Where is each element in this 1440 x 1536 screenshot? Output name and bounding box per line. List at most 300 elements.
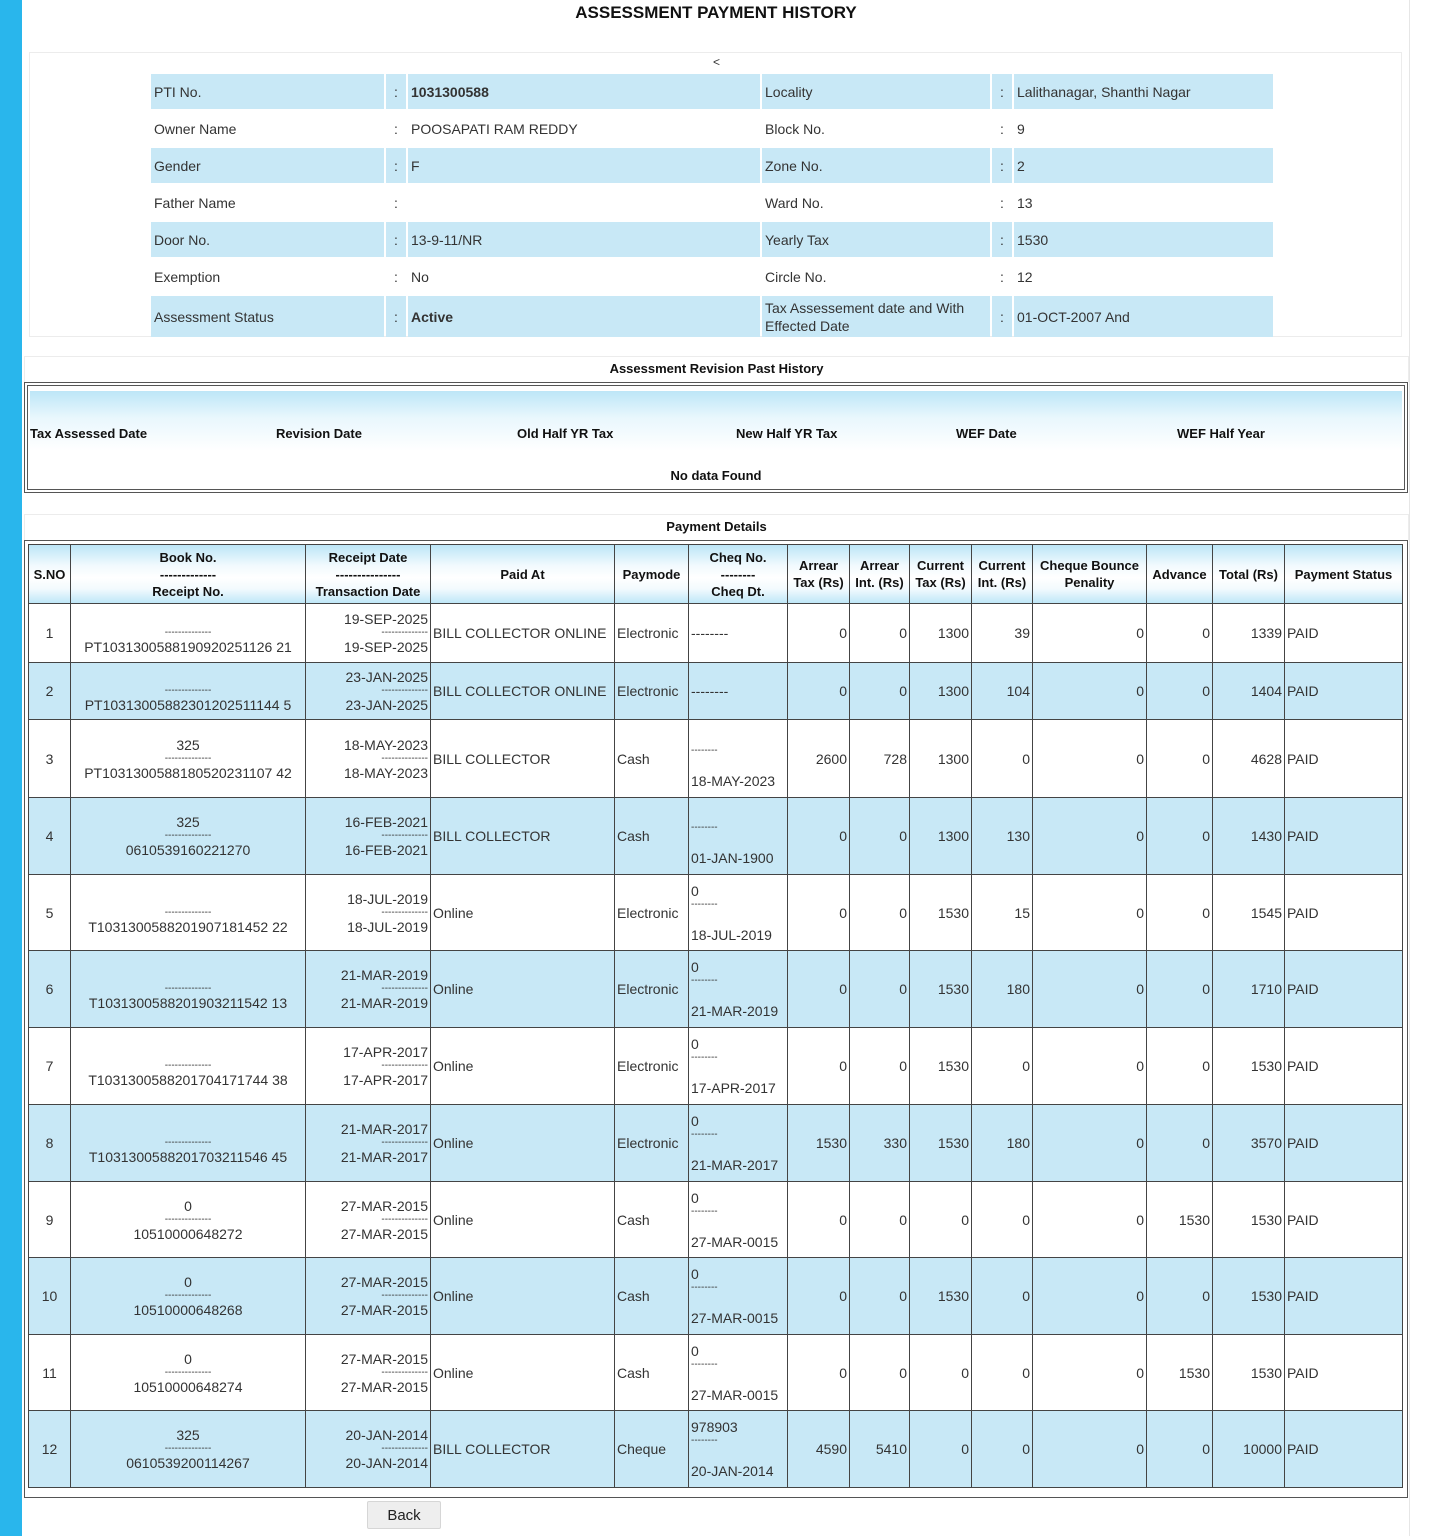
info-value: 1530 [1014, 222, 1273, 257]
receipt-date-cell [306, 798, 431, 875]
info-colon: : [992, 296, 1012, 337]
info-colon: : [992, 74, 1012, 109]
total-cell: 1530 [1213, 1182, 1285, 1258]
paid-at-cell: Online [431, 1105, 615, 1182]
arrear-tax-cell: 0 [788, 604, 850, 663]
bounce-penalty-cell: 0 [1033, 875, 1147, 951]
receipt-date-cell [306, 720, 431, 798]
current-int-cell: 104 [972, 663, 1033, 720]
info-row [151, 74, 1273, 109]
book-number [73, 1043, 303, 1061]
separator: -------------- [381, 685, 428, 696]
rev-header: Revision Date [276, 426, 362, 441]
arrear-int-cell: 0 [850, 875, 910, 951]
separator: -------- [691, 1129, 718, 1140]
cheque-cell [689, 663, 788, 720]
header-arrear-tax: Arrear Tax (Rs) [788, 545, 850, 604]
receipt-date: 20-JAN-2014 [345, 1427, 428, 1443]
total-cell: 1404 [1213, 663, 1285, 720]
sno-cell: 7 [29, 1028, 71, 1105]
paymode-cell: Cash [615, 1335, 689, 1411]
advance-cell: 0 [1147, 604, 1213, 663]
separator: -------------- [381, 1137, 428, 1148]
cheque-cell [689, 798, 788, 875]
info-label: Owner Name [154, 120, 237, 137]
paymode-cell: Electronic [615, 604, 689, 663]
info-value [408, 185, 760, 220]
arrear-int-cell: 5410 [850, 1411, 910, 1488]
paid-at-cell: Online [431, 1028, 615, 1105]
current-tax-cell: 1530 [910, 951, 972, 1028]
separator: -------------- [164, 627, 212, 638]
separator: -------- [691, 1282, 718, 1293]
cheque-cell [689, 1335, 788, 1411]
bounce-penalty-cell: 0 [1033, 604, 1147, 663]
separator: -------- [691, 1358, 718, 1370]
bounce-penalty-cell: 0 [1033, 798, 1147, 875]
arrear-tax-cell: 0 [788, 1335, 850, 1411]
receipt-date: 27-MAR-2015 [340, 1274, 428, 1290]
separator: -------------- [381, 752, 428, 764]
book-receipt-cell [71, 875, 306, 951]
current-tax-cell: 0 [910, 1335, 972, 1411]
receipt-date-cell [306, 1258, 431, 1335]
collapse-arrow-icon[interactable]: < [712, 55, 720, 69]
paymode-cell: Electronic [615, 663, 689, 720]
sno-cell: 6 [29, 951, 71, 1028]
sno-cell: 5 [29, 875, 71, 951]
current-tax-cell: 1530 [910, 875, 972, 951]
header-current-int: Current Int. (Rs) [972, 545, 1033, 604]
bounce-penalty-cell: 0 [1033, 1411, 1147, 1488]
total-cell: 1430 [1213, 798, 1285, 875]
info-colon: : [386, 222, 406, 257]
book-number [73, 1120, 303, 1138]
current-tax-cell: 0 [910, 1411, 972, 1488]
total-cell: 1339 [1213, 604, 1285, 663]
payment-status-cell: PAID [1285, 720, 1403, 798]
current-tax-cell: 0 [910, 1182, 972, 1258]
page-title: ASSESSMENT PAYMENT HISTORY [575, 3, 857, 22]
header-bounce: Cheque Bounce Penality [1033, 545, 1147, 604]
cheque-date: 21-MAR-2017 [691, 1157, 779, 1173]
arrear-tax-cell: 4590 [788, 1411, 850, 1488]
transaction-date: 27-MAR-2015 [340, 1378, 428, 1395]
advance-cell: 0 [1147, 663, 1213, 720]
payment-status-cell: PAID [1285, 798, 1403, 875]
header-cheq: Cheq No. -------- Cheq Dt. [689, 545, 788, 604]
book-receipt-cell [71, 1105, 306, 1182]
payment-status-cell: PAID [1285, 875, 1403, 951]
arrear-int-cell: 0 [850, 1258, 910, 1335]
current-int-cell: 130 [972, 798, 1033, 875]
advance-cell: 0 [1147, 875, 1213, 951]
info-label: Block No. [765, 120, 825, 137]
info-value: POOSAPATI RAM REDDY [411, 120, 578, 137]
book-receipt-cell [71, 951, 306, 1028]
book-number: 0 [184, 1350, 192, 1367]
paymode-cell: Electronic [615, 1105, 689, 1182]
payment-details-table [24, 540, 1408, 1498]
cheque-cell [689, 720, 788, 798]
receipt-date-cell [306, 951, 431, 1028]
arrear-tax-cell: 0 [788, 1182, 850, 1258]
transaction-date: 17-APR-2017 [343, 1072, 428, 1088]
cheque-cell [689, 1105, 788, 1182]
cheque-cell [689, 951, 788, 1028]
separator: -------- [691, 898, 718, 910]
cheque-cell [689, 1182, 788, 1258]
advance-cell: 0 [1147, 1028, 1213, 1105]
advance-cell: 0 [1147, 951, 1213, 1028]
separator: -------- [691, 1435, 718, 1446]
sno-cell: 12 [29, 1411, 71, 1488]
current-int-cell: 180 [972, 1105, 1033, 1182]
current-int-cell: 0 [972, 720, 1033, 798]
cheque-cell [689, 604, 788, 663]
transaction-date: 27-MAR-2015 [340, 1225, 428, 1242]
payment-status-cell: PAID [1285, 1258, 1403, 1335]
transaction-date: 21-MAR-2017 [340, 1149, 428, 1165]
current-int-cell: 0 [972, 1335, 1033, 1411]
revision-history-table [24, 382, 1408, 493]
payment-status-cell: PAID [1285, 951, 1403, 1028]
cheque-date: 27-MAR-0015 [691, 1233, 779, 1250]
receipt-date: 18-MAY-2023 [343, 736, 428, 753]
receipt-date-cell [306, 1105, 431, 1182]
cheque-date: 27-MAR-0015 [691, 1386, 779, 1403]
separator: -------- [691, 683, 729, 699]
current-tax-cell: 1300 [910, 604, 972, 663]
payment-row [29, 604, 1403, 663]
transaction-date: 19-SEP-2025 [343, 639, 428, 655]
assessment-info-panel [29, 52, 1402, 337]
separator: -------------- [381, 1290, 428, 1301]
sno-cell: 1 [29, 604, 71, 663]
receipt-number: 10510000648272 [133, 1225, 243, 1242]
separator: -------------- [164, 1213, 212, 1225]
paid-at-cell: Online [431, 1335, 615, 1411]
receipt-date-cell [306, 1028, 431, 1105]
total-cell: 3570 [1213, 1105, 1285, 1182]
bounce-penalty-cell: 0 [1033, 1028, 1147, 1105]
payment-row [29, 951, 1403, 1028]
arrear-tax-cell: 2600 [788, 720, 850, 798]
book-number [73, 668, 303, 686]
info-row [151, 185, 1273, 220]
info-label: PTI No. [151, 74, 384, 109]
payment-section-title: Payment Details [24, 514, 1409, 540]
book-number: 0 [184, 1274, 192, 1290]
info-colon: : [1000, 194, 1004, 211]
header-arrear-int: Arrear Int. (Rs) [850, 545, 910, 604]
info-row [151, 111, 1273, 146]
receipt-date-cell [306, 875, 431, 951]
receipt-date-cell [306, 663, 431, 720]
transaction-date: 18-JUL-2019 [347, 918, 428, 935]
paid-at-cell: BILL COLLECTOR ONLINE [431, 663, 615, 720]
info-label: Exemption [154, 268, 221, 285]
separator: -------------- [164, 752, 212, 764]
separator: -------------- [381, 627, 428, 638]
cheque-date: 27-MAR-0015 [691, 1310, 779, 1326]
cheque-number: 0 [691, 1113, 699, 1129]
book-number [73, 890, 303, 908]
payment-row [29, 1028, 1403, 1105]
separator: -------------- [164, 1060, 212, 1071]
book-number: 325 [176, 814, 200, 830]
info-row [151, 222, 1273, 257]
total-cell: 10000 [1213, 1411, 1285, 1488]
rev-header: WEF Half Year [1177, 426, 1265, 441]
current-int-cell: 15 [972, 875, 1033, 951]
payment-row [29, 1258, 1403, 1335]
book-number: 325 [176, 736, 200, 753]
cheque-cell [689, 1028, 788, 1105]
separator: -------------- [381, 830, 428, 841]
payment-row [29, 1411, 1403, 1488]
book-receipt-cell [71, 1182, 306, 1258]
info-colon: : [386, 148, 406, 183]
info-value: Lalithanagar, Shanthi Nagar [1014, 74, 1273, 109]
bounce-penalty-cell: 0 [1033, 1258, 1147, 1335]
info-row [151, 148, 1273, 183]
arrear-tax-cell: 0 [788, 875, 850, 951]
paymode-cell: Cash [615, 720, 689, 798]
separator: -------------- [164, 1290, 212, 1301]
sno-cell: 10 [29, 1258, 71, 1335]
sno-cell: 9 [29, 1182, 71, 1258]
header-total: Total (Rs) [1213, 545, 1285, 604]
current-int-cell: 39 [972, 604, 1033, 663]
info-label: Locality [762, 74, 990, 109]
book-receipt-cell [71, 1411, 306, 1488]
receipt-number: 0610539160221270 [125, 842, 251, 858]
info-label: Assessment Status [151, 296, 384, 337]
cheque-number [691, 728, 785, 746]
assessment-info-table [149, 72, 1275, 339]
payment-row [29, 663, 1403, 720]
arrear-int-cell: 0 [850, 798, 910, 875]
transaction-date: 18-MAY-2023 [343, 764, 428, 781]
total-cell: 1530 [1213, 1335, 1285, 1411]
separator: -------- [691, 1205, 718, 1217]
paid-at-cell: BILL COLLECTOR [431, 798, 615, 875]
assessment-status-badge: Active [408, 296, 760, 337]
bounce-penalty-cell: 0 [1033, 663, 1147, 720]
paid-at-cell: BILL COLLECTOR [431, 1411, 615, 1488]
arrear-tax-cell: 0 [788, 1258, 850, 1335]
info-colon: : [386, 74, 406, 109]
current-int-cell: 0 [972, 1258, 1033, 1335]
advance-cell: 0 [1147, 720, 1213, 798]
book-number [73, 610, 303, 628]
payment-header-row [29, 545, 1403, 604]
separator: -------------- [164, 983, 212, 994]
receipt-date-cell [306, 1335, 431, 1411]
payment-status-cell: PAID [1285, 1411, 1403, 1488]
total-cell: 1710 [1213, 951, 1285, 1028]
pti-number-link[interactable]: 1031300588 [408, 74, 760, 109]
info-value: 12 [1017, 268, 1033, 285]
book-number: 0 [184, 1197, 192, 1214]
book-receipt-cell [71, 720, 306, 798]
paymode-cell: Electronic [615, 875, 689, 951]
total-cell: 1530 [1213, 1028, 1285, 1105]
paid-at-cell: Online [431, 1258, 615, 1335]
book-receipt-cell [71, 604, 306, 663]
separator: -------- [691, 625, 729, 641]
separator: -------------- [381, 1366, 428, 1378]
separator: -------------- [381, 906, 428, 918]
cheque-date: 21-MAR-2019 [691, 1003, 779, 1019]
receipt-number: PT10313005882301202511144 5 [84, 697, 292, 713]
cheque-number: 0 [691, 1189, 699, 1206]
book-receipt-cell [71, 663, 306, 720]
info-value: 13 [1017, 194, 1033, 211]
current-tax-cell: 1530 [910, 1105, 972, 1182]
no-data-message: No data Found [670, 468, 762, 483]
payment-status-cell: PAID [1285, 663, 1403, 720]
current-tax-cell: 1300 [910, 720, 972, 798]
sno-cell: 11 [29, 1335, 71, 1411]
arrear-tax-cell: 0 [788, 951, 850, 1028]
cheque-number: 0 [691, 882, 699, 899]
separator: -------- [691, 975, 718, 986]
info-label: Zone No. [762, 148, 990, 183]
header-paymode: Paymode [615, 545, 689, 604]
receipt-number: T1031300588201907181452 22 [88, 918, 288, 935]
receipt-date: 21-MAR-2019 [340, 967, 428, 983]
transaction-date: 27-MAR-2015 [340, 1302, 428, 1318]
paymode-cell: Cash [615, 798, 689, 875]
payment-row [29, 875, 1403, 951]
bounce-penalty-cell: 0 [1033, 720, 1147, 798]
info-label: Door No. [151, 222, 384, 257]
rev-header: WEF Date [956, 426, 1017, 441]
receipt-number: T1031300588201903211542 13 [88, 995, 288, 1011]
receipt-date-cell [306, 1411, 431, 1488]
sno-cell: 3 [29, 720, 71, 798]
receipt-date: 18-JUL-2019 [347, 890, 428, 907]
back-button[interactable]: Back [367, 1501, 441, 1529]
receipt-number: PT1031300588180520231107 42 [84, 764, 292, 781]
info-label: Tax Assessement date and With Effected Date [762, 296, 990, 337]
info-row [151, 296, 1273, 337]
cheque-date: 17-APR-2017 [691, 1080, 776, 1096]
cheque-cell [689, 1411, 788, 1488]
receipt-number: T1031300588201703211546 45 [88, 1149, 288, 1165]
bounce-penalty-cell: 0 [1033, 1182, 1147, 1258]
bounce-penalty-cell: 0 [1033, 1105, 1147, 1182]
paid-at-cell: Online [431, 951, 615, 1028]
separator: -------------- [164, 830, 212, 841]
info-colon: : [992, 222, 1012, 257]
advance-cell: 0 [1147, 1258, 1213, 1335]
info-label: Gender [151, 148, 384, 183]
receipt-date-cell [306, 1182, 431, 1258]
info-value: 9 [1017, 120, 1025, 137]
receipt-date: 17-APR-2017 [343, 1044, 428, 1060]
transaction-date: 20-JAN-2014 [345, 1455, 428, 1471]
arrear-int-cell: 330 [850, 1105, 910, 1182]
paymode-cell: Cheque [615, 1411, 689, 1488]
info-label: Circle No. [765, 268, 827, 285]
transaction-date: 16-FEB-2021 [344, 842, 428, 858]
cheque-date: 01-JAN-1900 [691, 850, 774, 866]
arrear-tax-cell: 0 [788, 663, 850, 720]
receipt-date: 16-FEB-2021 [344, 814, 428, 830]
info-label: Ward No. [765, 194, 824, 211]
receipt-number: T1031300588201704171744 38 [88, 1072, 288, 1088]
cheque-number: 0 [691, 959, 699, 975]
payment-row [29, 1335, 1403, 1411]
total-cell: 1545 [1213, 875, 1285, 951]
cheque-date: 20-JAN-2014 [691, 1463, 774, 1479]
header-receipt-date: Receipt Date --------------- Transaction Date [306, 545, 431, 604]
info-value: 2 [1014, 148, 1273, 183]
rev-header: Tax Assessed Date [30, 426, 148, 441]
cheque-number: 0 [691, 1266, 699, 1282]
header-sno: S.NO [29, 545, 71, 604]
arrear-tax-cell: 1530 [788, 1105, 850, 1182]
info-colon: : [1000, 268, 1004, 285]
book-number [73, 966, 303, 984]
advance-cell: 1530 [1147, 1335, 1213, 1411]
advance-cell: 0 [1147, 1411, 1213, 1488]
payment-row [29, 1182, 1403, 1258]
cheque-cell [689, 1258, 788, 1335]
paymode-cell: Electronic [615, 1028, 689, 1105]
book-receipt-cell [71, 1028, 306, 1105]
info-value: 13-9-11/NR [408, 222, 760, 257]
receipt-date: 21-MAR-2017 [340, 1121, 428, 1137]
separator: -------------- [164, 685, 212, 696]
payment-row [29, 720, 1403, 798]
book-number: 325 [176, 1427, 200, 1443]
separator: -------------- [164, 1366, 212, 1378]
separator: -------- [691, 1052, 718, 1063]
cheque-cell [689, 875, 788, 951]
separator: -------------- [164, 906, 212, 918]
current-int-cell: 180 [972, 951, 1033, 1028]
info-value: No [411, 268, 429, 285]
info-colon: : [394, 120, 398, 137]
payment-status-cell: PAID [1285, 1105, 1403, 1182]
separator: -------------- [381, 983, 428, 994]
book-receipt-cell [71, 1335, 306, 1411]
right-divider [1409, 0, 1410, 1536]
current-tax-cell: 1300 [910, 798, 972, 875]
receipt-date: 27-MAR-2015 [340, 1197, 428, 1214]
header-current-tax: Current Tax (Rs) [910, 545, 972, 604]
current-tax-cell: 1300 [910, 663, 972, 720]
bounce-penalty-cell: 0 [1033, 1335, 1147, 1411]
payment-status-cell: PAID [1285, 1335, 1403, 1411]
payment-status-cell: PAID [1285, 604, 1403, 663]
header-advance: Advance [1147, 545, 1213, 604]
header-book-receipt: Book No. ------------- Receipt No. [71, 545, 306, 604]
paid-at-cell: Online [431, 875, 615, 951]
advance-cell: 1530 [1147, 1182, 1213, 1258]
paid-at-cell: Online [431, 1182, 615, 1258]
advance-cell: 0 [1147, 1105, 1213, 1182]
current-tax-cell: 1530 [910, 1028, 972, 1105]
arrear-int-cell: 0 [850, 1335, 910, 1411]
receipt-number: PT1031300588190920251126 21 [84, 639, 292, 655]
cheque-number: 0 [691, 1036, 699, 1052]
info-colon: : [1000, 120, 1004, 137]
